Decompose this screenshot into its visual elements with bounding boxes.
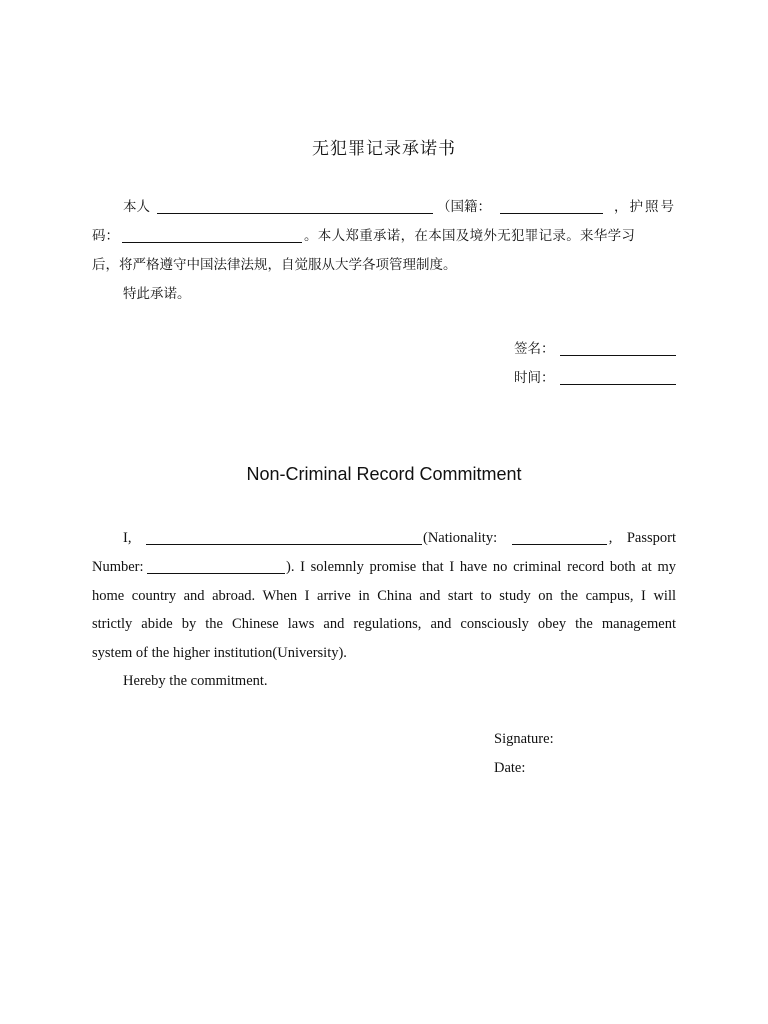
- english-paragraph-line-3: home country and abroad. When I arrive in China and start to study on the campus, I will: [92, 588, 676, 604]
- english-date-label: Date:: [494, 760, 526, 776]
- english-nationality-field[interactable]: [512, 530, 607, 545]
- english-passport-number-label: Number:: [92, 559, 144, 575]
- english-paragraph-line-5: system of the higher institution(University).: [92, 645, 347, 661]
- chinese-name-label: 本人: [123, 199, 150, 215]
- chinese-date-field[interactable]: [560, 370, 676, 385]
- english-name-field[interactable]: [146, 530, 422, 545]
- chinese-passport-label: ，护照号: [614, 199, 676, 215]
- chinese-passport-label-cont: 码：: [92, 228, 119, 244]
- chinese-closing: 特此承诺。: [123, 286, 191, 302]
- english-paragraph-line-4: strictly abide by the Chinese laws and regulations, and consciously obey the management: [92, 616, 676, 632]
- english-title: Non-Criminal Record Commitment: [246, 464, 522, 484]
- english-commitment-text: ). I solemnly promise that I have no criminal record both at my: [286, 559, 676, 575]
- english-name-label: I,: [123, 530, 132, 546]
- english-closing: Hereby the commitment.: [123, 673, 268, 689]
- english-passport-label: , Passport: [608, 530, 676, 546]
- english-signature-label: Signature:: [494, 731, 554, 747]
- english-nationality-label: (Nationality:: [423, 530, 498, 546]
- chinese-passport-field[interactable]: [122, 228, 302, 243]
- chinese-title: 无犯罪记录承诺书: [312, 139, 456, 159]
- chinese-name-field[interactable]: [157, 199, 433, 214]
- chinese-signature-field[interactable]: [560, 341, 676, 356]
- chinese-commitment-text: 。本人郑重承诺，在本国及境外无犯罪记录。来华学习: [304, 228, 636, 244]
- english-passport-field[interactable]: [147, 559, 285, 574]
- chinese-date-label: 时间：: [514, 370, 555, 386]
- chinese-nationality-field[interactable]: [500, 199, 603, 214]
- chinese-nationality-label: （国籍：: [437, 199, 491, 215]
- chinese-paragraph-line-3: 后，将严格遵守中国法律法规，自觉服从大学各项管理制度。: [92, 257, 457, 273]
- chinese-signature-label: 签名：: [514, 341, 555, 357]
